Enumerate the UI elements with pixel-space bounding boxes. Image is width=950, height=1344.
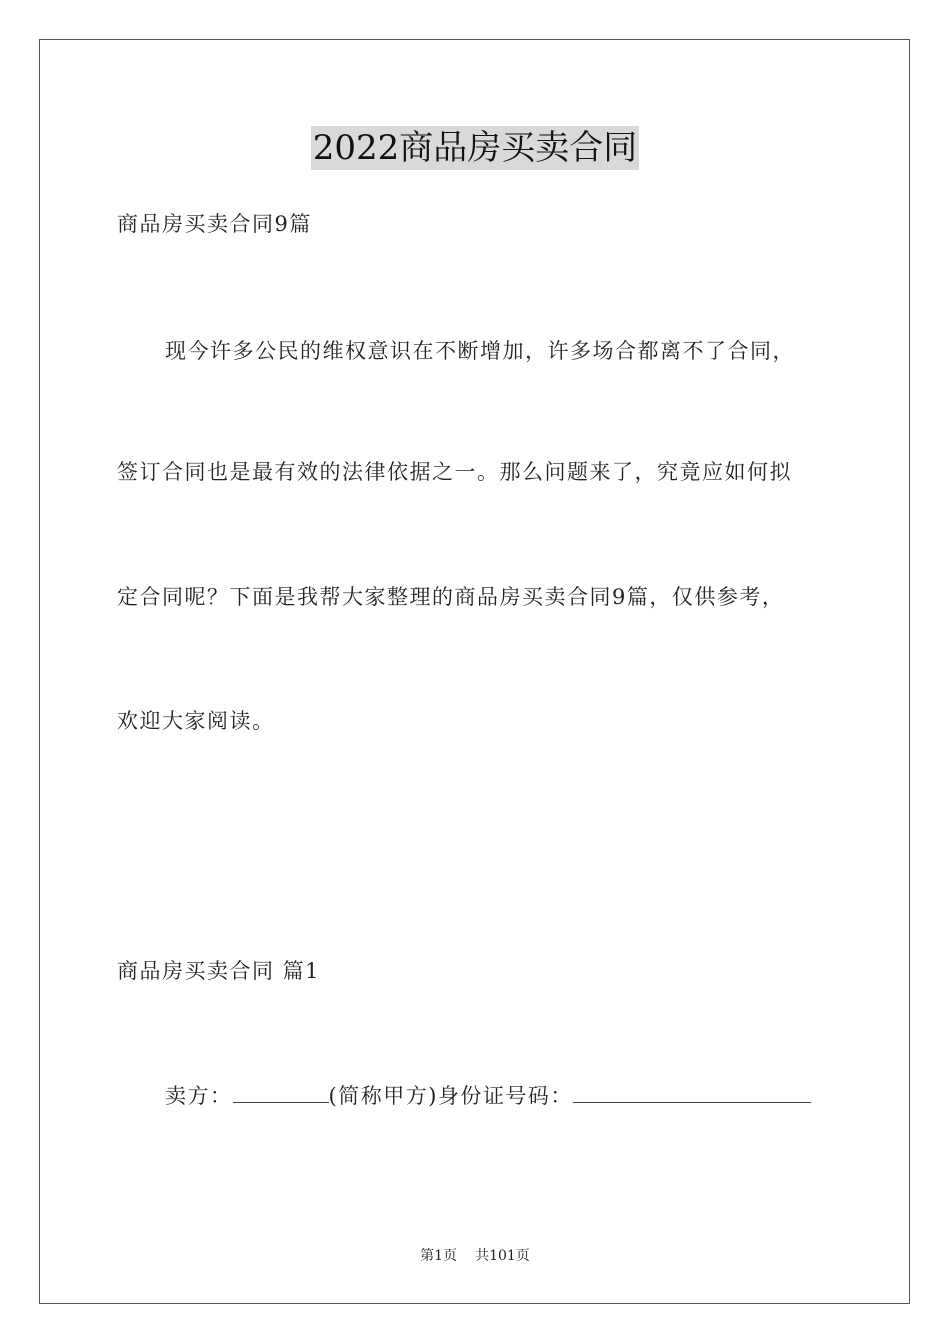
intro-line-1: 现今许多公民的维权意识在不断增加，许多场合都离不了合同， — [165, 339, 795, 363]
title-container — [0, 126, 950, 170]
intro-line-3: 定合同呢？下面是我帮大家整理的商品房买卖合同9篇，仅供参考， — [117, 585, 785, 609]
seller-id-label: (简称甲方)身份证号码： — [328, 1084, 573, 1108]
intro-line-2: 签订合同也是最有效的法律依据之一。那么问题来了，究竟应如何拟 — [117, 460, 792, 484]
page-number: 第1页 — [420, 1248, 458, 1264]
document-title: 2022商品房买卖合同 — [312, 128, 638, 168]
intro-line-4: 欢迎大家阅读。 — [117, 709, 275, 733]
page-footer — [0, 1247, 950, 1265]
seller-line — [165, 1082, 811, 1110]
document-subtitle: 商品房买卖合同9篇 — [117, 212, 312, 236]
page-total: 共101页 — [475, 1248, 530, 1264]
seller-label: 卖方： — [165, 1084, 233, 1108]
seller-id-blank — [573, 1082, 811, 1103]
seller-name-blank — [233, 1082, 329, 1103]
section-heading: 商品房买卖合同 篇1 — [117, 959, 321, 983]
